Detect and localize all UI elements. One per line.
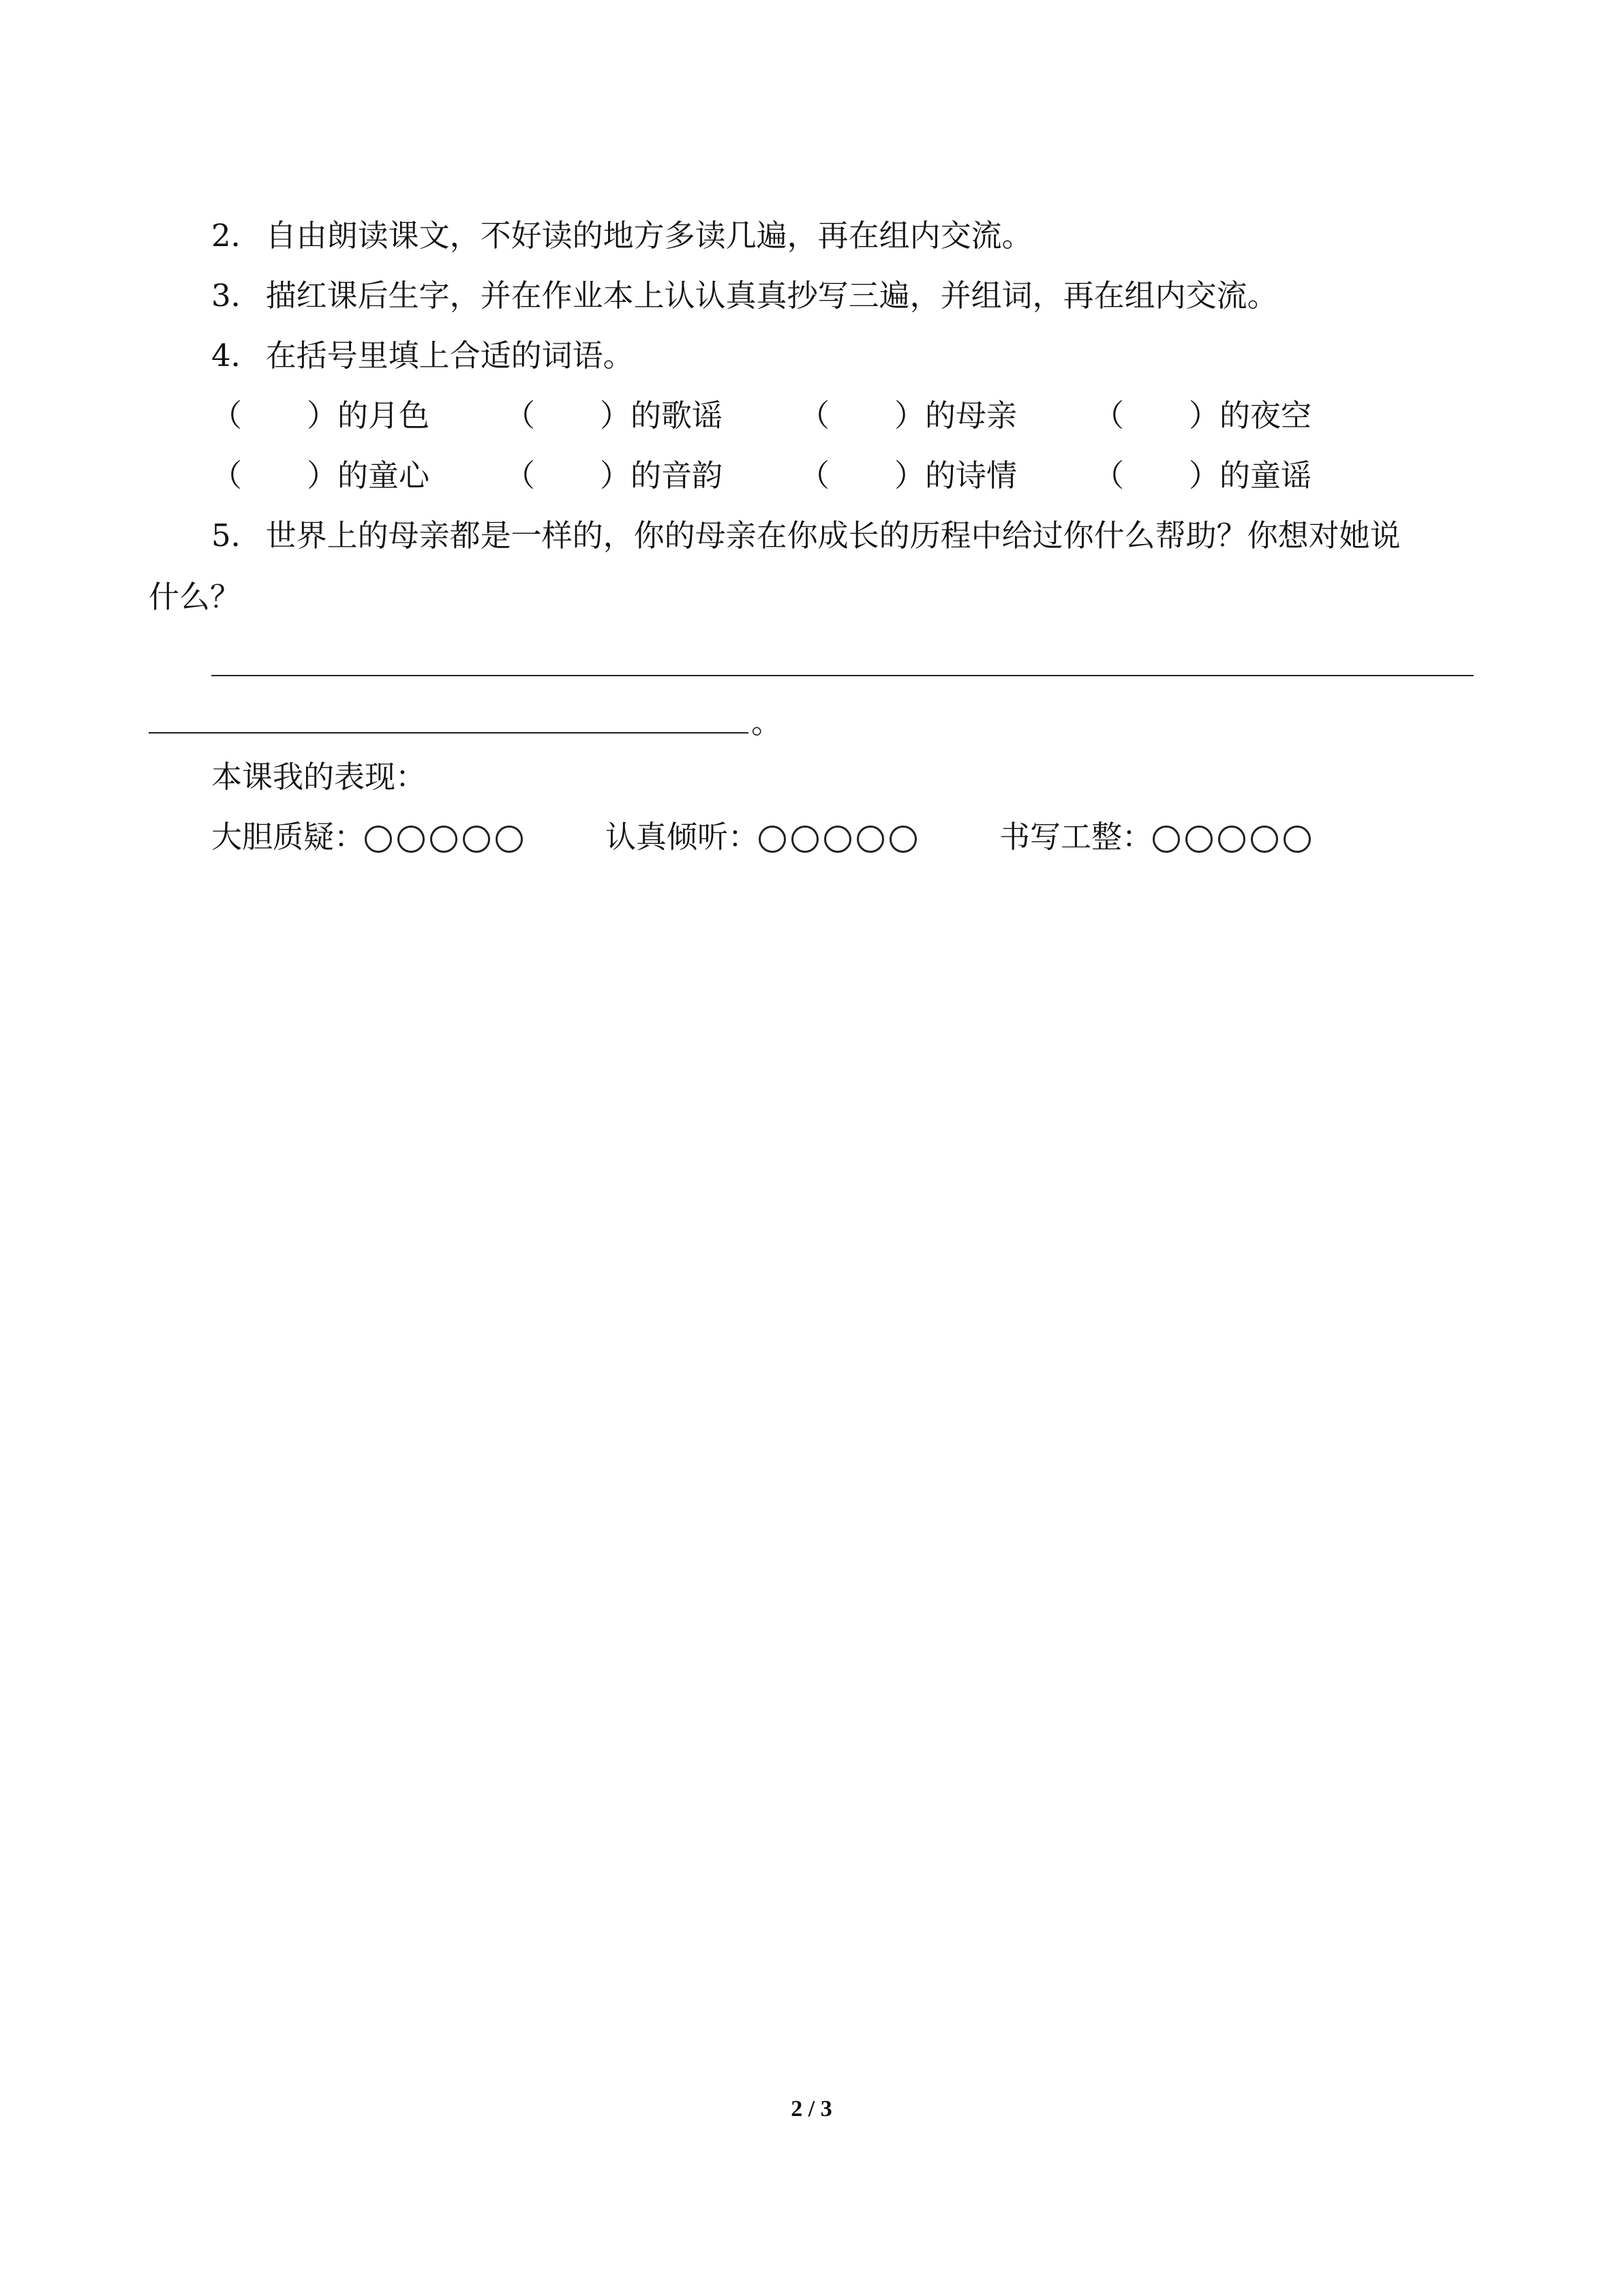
item-number: 5 — [211, 517, 231, 554]
fill-blank-item[interactable]: （ ）的夜空 — [1093, 397, 1312, 434]
evaluation-title: 本课我的表现： — [211, 759, 427, 795]
fill-blank-word: 的月色 — [337, 397, 430, 434]
instruction-item-4: 4． 在括号里填上合适的词语。 — [211, 335, 634, 376]
rating-circle[interactable] — [1185, 826, 1213, 853]
fill-blank-word: 的童心 — [337, 457, 430, 494]
fill-blank-item[interactable]: （ ）的诗情 — [799, 457, 1018, 494]
question-5-line-2: 什么？ — [149, 579, 241, 615]
rating-circle[interactable] — [1153, 826, 1180, 853]
answer-line-2[interactable] — [149, 732, 748, 734]
fill-blank-word: 的夜空 — [1219, 397, 1312, 434]
evaluation-item-questioning — [211, 817, 528, 860]
rating-circle[interactable] — [824, 826, 851, 853]
item-number: 3 — [211, 277, 231, 314]
rating-circle[interactable] — [791, 826, 819, 853]
evaluation-label: 大胆质疑： — [211, 819, 365, 855]
answer-line-1[interactable] — [211, 675, 1474, 676]
item-text: 自由朗读课文，不好读的地方多读几遍，再在组内交流。 — [265, 217, 1033, 254]
fill-blank-item[interactable]: （ ）的月色 — [211, 397, 430, 434]
instruction-item-2: 2． 自由朗读课文，不好读的地方多读几遍，再在组内交流。 — [211, 215, 1033, 256]
rating-circles[interactable] — [1153, 819, 1316, 860]
fill-blank-word: 的童谣 — [1219, 457, 1312, 494]
rating-circle[interactable] — [890, 826, 917, 853]
rating-circle[interactable] — [1218, 826, 1245, 853]
fill-blank-word: 的歌谣 — [631, 397, 723, 434]
question-5-line-1: 5． 世界上的母亲都是一样的，你的母亲在你成长的历程中给过你什么帮助？你想对她说 — [211, 515, 1401, 556]
fill-blank-item[interactable]: （ ）的音韵 — [504, 457, 723, 494]
page-number: 2 / 3 — [791, 2096, 832, 2121]
fill-blank-item[interactable]: （ ）的母亲 — [799, 397, 1018, 434]
fill-blank-item[interactable]: （ ）的童谣 — [1093, 457, 1312, 494]
rating-circle[interactable] — [397, 826, 425, 853]
rating-circle[interactable] — [430, 826, 457, 853]
rating-circles[interactable] — [759, 819, 922, 860]
fill-blank-item[interactable]: （ ）的歌谣 — [504, 397, 723, 434]
item-text: 描红课后生字，并在作业本上认认真真抄写三遍，并组词，再在组内交流。 — [265, 277, 1278, 314]
item-text: 在括号里填上合适的词语。 — [265, 337, 634, 374]
instruction-item-3: 3． 描红课后生字，并在作业本上认认真真抄写三遍，并组词，再在组内交流。 — [211, 275, 1278, 316]
item-number: 4 — [211, 337, 231, 374]
rating-circle[interactable] — [1284, 826, 1311, 853]
rating-circle[interactable] — [759, 826, 786, 853]
rating-circle[interactable] — [857, 826, 884, 853]
fill-blank-word: 的诗情 — [925, 457, 1018, 494]
evaluation-item-listening — [605, 817, 922, 860]
rating-circle[interactable] — [365, 826, 392, 853]
fill-blank-item[interactable]: （ ）的童心 — [211, 457, 430, 494]
fill-blank-word: 的母亲 — [925, 397, 1018, 434]
rating-circle[interactable] — [1251, 826, 1278, 853]
item-number: 2 — [211, 217, 231, 254]
evaluation-item-writing — [999, 817, 1316, 860]
answer-end-period: 。 — [751, 704, 783, 740]
question-text: 世界上的母亲都是一样的，你的母亲在你成长的历程中给过你什么帮助？你想对她说 — [265, 517, 1401, 554]
evaluation-label: 书写工整： — [999, 819, 1153, 855]
fill-blank-word: 的音韵 — [631, 457, 723, 494]
evaluation-label: 认真倾听： — [605, 819, 759, 855]
rating-circle[interactable] — [496, 826, 523, 853]
rating-circles[interactable] — [365, 819, 528, 860]
rating-circle[interactable] — [463, 826, 490, 853]
